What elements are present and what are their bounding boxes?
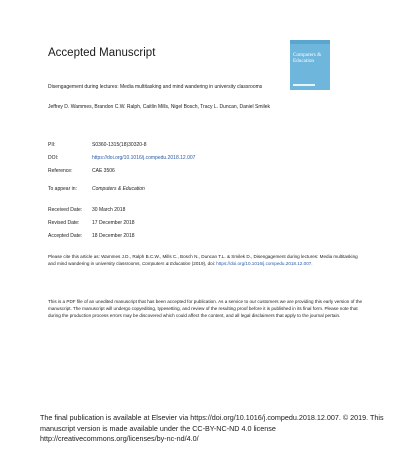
meta-key: DOI:: [48, 155, 59, 161]
meta-value: 30 March 2018: [92, 207, 126, 213]
license-footer: The final publication is available at Elsevier via https://doi.org/10.1016/j.compedu.2018.12.007. © 2019. This manuscript version is made available under the CC-BY-NC-ND 4.0 license http://creativecommons.org/licenses/by-nc-nd/4.0/: [40, 413, 384, 443]
meta-key: Accepted Date:: [48, 233, 83, 239]
meta-key: Received Date:: [48, 207, 83, 213]
journal-name: Computers & Education: [92, 186, 145, 192]
meta-key: PII:: [48, 142, 56, 148]
citation-lead: Please cite this article as: Wammes J.D., Ralph B.C.W., Mills C., Bosch N., Duncan T.L. & Smilek D., Disengagement during lectures: Media multitasking and mind wandering in university classrooms,: [48, 254, 358, 266]
citation-rest: (2019), doi:: [191, 261, 216, 266]
cover-footer-bar: [293, 84, 315, 86]
cover-top-band: [290, 40, 330, 44]
doi-link[interactable]: https://doi.org/10.1016/j.compedu.2018.12.007: [92, 155, 196, 161]
citation-doi-link[interactable]: https://doi.org/10.1016/j.compedu.2018.12.007.: [216, 261, 313, 266]
meta-value: CAE 3506: [92, 168, 115, 174]
meta-key: To appear in:: [48, 186, 77, 192]
meta-value: 17 December 2018: [92, 220, 135, 226]
page-heading: Accepted Manuscript: [48, 47, 156, 59]
journal-cover-thumbnail: [290, 40, 330, 90]
citation-journal: Computers & Education: [141, 261, 191, 266]
meta-value: S0360-1315(18)30320-8: [92, 142, 147, 148]
cover-journal-title: Computers & Education: [293, 52, 322, 64]
citation-paragraph: [48, 253, 358, 267]
meta-value: 18 December 2018: [92, 233, 135, 239]
article-title: Disengagement during lectures: Media multitasking and mind wandering in university classrooms: [48, 84, 263, 90]
meta-key: Revised Date:: [48, 220, 80, 226]
meta-key: Reference:: [48, 168, 73, 174]
unedited-manuscript-note: This is a PDF file of an unedited manuscript that has been accepted for publication. As a service to our customers we are providing this early version of the manuscript. The manuscript will undergo copyediting, typesetting, and review of the resulting proof before it is published in its final form. Please note that during the production process errors may be discovered which could affect the content, and all legal disclaimers that apply to the journal pertain.: [48, 299, 363, 318]
article-authors: Jeffrey D. Wammes, Brandon C.W. Ralph, Caitlin Mills, Nigel Bosch, Tracy L. Duncan, Daniel Smilek: [48, 104, 271, 110]
